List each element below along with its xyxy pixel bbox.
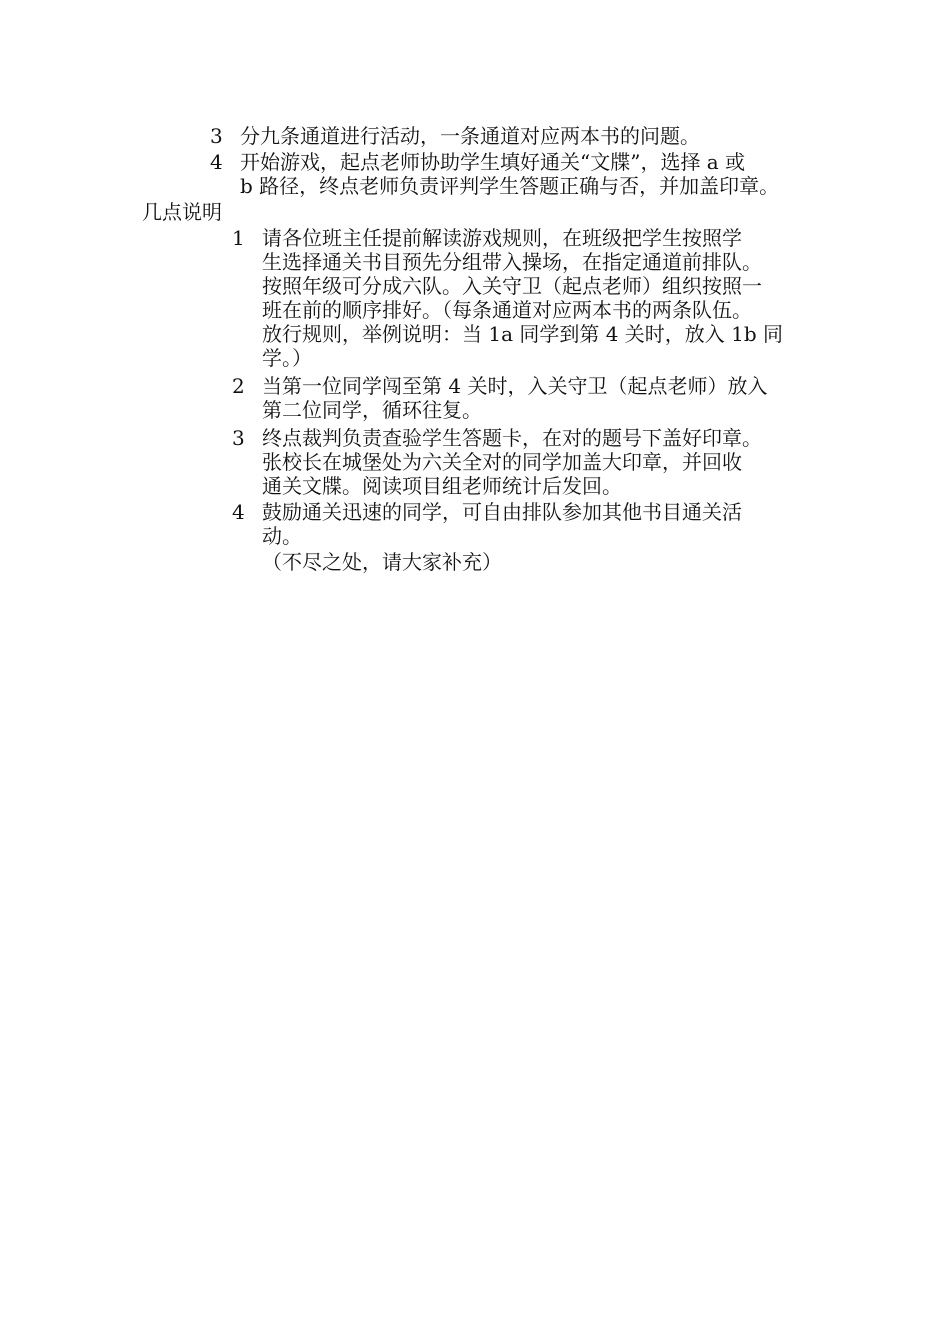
text-line: 按照年级可分成六队。入关守卫（起点老师）组织按照一 xyxy=(262,274,762,298)
text-line: 通关文牒。阅读项目组老师统计后发回。 xyxy=(262,474,622,498)
section-heading: 几点说明 xyxy=(142,200,222,224)
item-text xyxy=(262,226,783,370)
text-line: 请各位班主任提前解读游戏规则，在班级把学生按照学 xyxy=(262,226,742,250)
text-line: 张校长在城堡处为六关全对的同学加盖大印章，并回收 xyxy=(262,450,742,474)
text-line: 生选择通关书目预先分组带入操场，在指定通道前排队。 xyxy=(262,250,762,274)
item-number: 3 xyxy=(210,124,223,148)
text-line: 班在前的顺序排好。（每条通道对应两本书的两条队伍。 xyxy=(262,298,752,322)
item-number: 3 xyxy=(232,426,245,450)
item-text xyxy=(262,426,762,498)
item-text xyxy=(262,374,767,422)
text-line: 放行规则，举例说明：当 1a 同学到第 4 关时，放入 1b 同 xyxy=(262,322,784,346)
text-line: 开始游戏，起点老师协助学生填好通关“文牒”，选择 a 或 xyxy=(240,150,746,174)
item-text xyxy=(262,500,742,548)
item-number: 4 xyxy=(210,150,223,174)
text-line: b 路径，终点老师负责评判学生答题正确与否，并加盖印章。 xyxy=(240,174,780,198)
text-line: 动。 xyxy=(262,524,302,548)
text-line: 终点裁判负责查验学生答题卡，在对的题号下盖好印章。 xyxy=(262,426,762,450)
item-number: 4 xyxy=(232,500,245,524)
item-number: 1 xyxy=(232,226,245,250)
item-number: 2 xyxy=(232,374,245,398)
text-line: 第二位同学，循环往复。 xyxy=(262,398,482,422)
text-line: 分九条通道进行活动，一条通道对应两本书的问题。 xyxy=(240,124,700,148)
text-line: 学。） xyxy=(262,346,312,370)
text-line: 当第一位同学闯至第 4 关时，入关守卫（起点老师）放入 xyxy=(262,374,768,398)
closing-note: （不尽之处，请大家补充） xyxy=(262,550,502,574)
item-text xyxy=(240,150,779,198)
text-line: 鼓励通关迅速的同学，可自由排队参加其他书目通关活 xyxy=(262,500,742,524)
item-text xyxy=(240,124,700,148)
